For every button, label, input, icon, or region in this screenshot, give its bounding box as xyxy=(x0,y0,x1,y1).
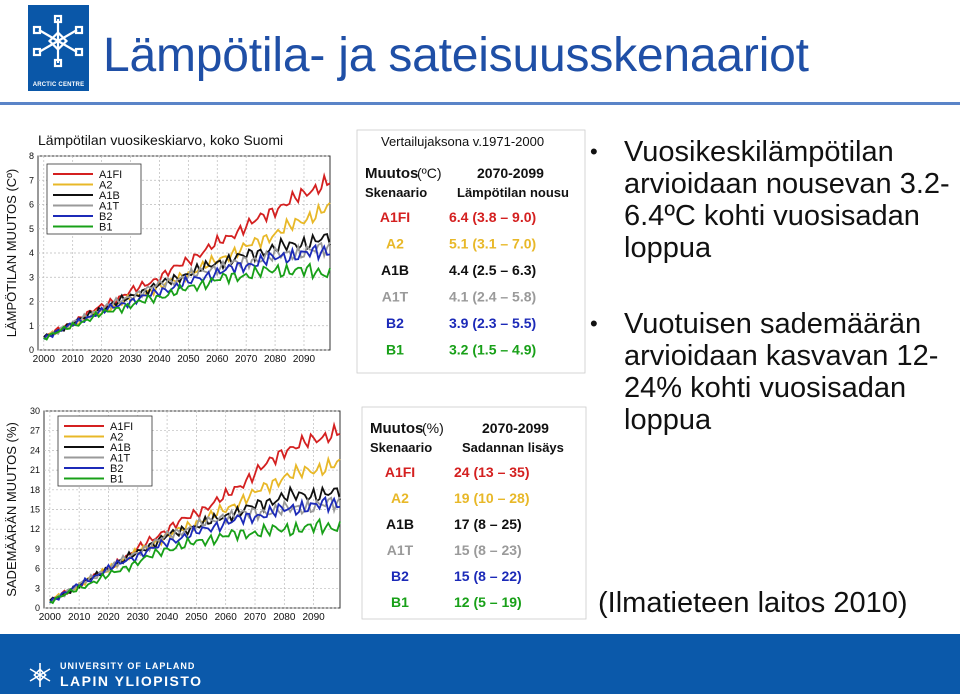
bullet-item xyxy=(586,308,958,436)
legend-label: A2 xyxy=(110,431,124,444)
y-tick-label: 30 xyxy=(29,406,40,416)
y-tick-label: 18 xyxy=(29,484,40,495)
table-value-cell: 17 (8 – 25) xyxy=(454,516,522,532)
bullet-text: Vuotuisen sademäärän arvioidaan kasvavan 12-24% kohti vuosisadan loppua xyxy=(624,308,939,436)
table-value-cell: 24 (13 – 35) xyxy=(454,464,530,480)
y-tick-label: 3 xyxy=(34,583,40,594)
y-tick-label: 2 xyxy=(28,296,34,307)
table-scenario-cell: A1FI xyxy=(384,464,416,480)
table-value-cell: 4.4 (2.5 – 6.3) xyxy=(449,262,537,278)
bullet-dot-icon: • xyxy=(590,311,598,336)
table-value-cell: 4.1 (2.4 – 5.8) xyxy=(449,288,537,305)
y-tick-label: 24 xyxy=(29,445,40,456)
table-period: 2070-2099 xyxy=(477,165,544,181)
x-tick-label: 2060 xyxy=(214,612,237,623)
y-tick-label: 21 xyxy=(29,465,40,476)
legend-label: B1 xyxy=(110,473,124,486)
table-col-header: Skenaario xyxy=(370,440,433,455)
table-value-cell: 3.2 (1.5 – 4.9) xyxy=(449,341,537,358)
legend-label: A1B xyxy=(99,190,120,202)
table-scenario-cell: A1T xyxy=(386,542,414,558)
x-tick-label: 2050 xyxy=(177,354,200,365)
y-tick-label: 12 xyxy=(29,524,40,535)
table-scenario-cell: B1 xyxy=(386,341,404,358)
legend-label: B2 xyxy=(110,463,124,475)
table-scenario-cell: B1 xyxy=(391,594,409,610)
y-tick-label: 3 xyxy=(28,272,34,283)
y-tick-label: 0 xyxy=(34,603,40,613)
legend-label: B1 xyxy=(99,221,113,234)
y-tick-label: 8 xyxy=(28,151,34,161)
table-scenario-cell: B2 xyxy=(386,315,404,331)
table-scenario-cell: A1T xyxy=(381,288,409,305)
y-tick-label: 9 xyxy=(34,543,40,554)
table-value-cell: 19 (10 – 28) xyxy=(454,490,530,506)
x-tick-label: 2050 xyxy=(185,612,208,623)
precipitation-chart xyxy=(0,403,592,629)
table-scenario-cell: A1FI xyxy=(379,209,411,225)
title-divider xyxy=(0,102,960,105)
legend-label: A1FI xyxy=(110,421,134,433)
x-tick-label: 2080 xyxy=(263,354,287,365)
table-value-cell: 3.9 (2.3 – 5.5) xyxy=(449,315,537,331)
x-tick-label: 2060 xyxy=(206,354,229,365)
table-value-cell: 12 (5 – 19) xyxy=(454,594,522,610)
x-tick-label: 2090 xyxy=(292,354,316,365)
bullet-text: Vuosikeskilämpötilan arvioidaan nousevan 3.2-6.4ºC kohti vuosisadan loppua xyxy=(624,136,950,264)
table-period: 2070-2099 xyxy=(482,420,549,436)
y-tick-label: 15 xyxy=(29,504,40,515)
x-tick-label: 2010 xyxy=(61,354,84,365)
table-col-header: Lämpötilan nousu xyxy=(457,185,569,200)
table-value-cell: 5.1 (3.1 – 7.0) xyxy=(449,235,537,252)
table-scenario-cell: A1B xyxy=(385,516,415,532)
chart-title: Lämpötilan vuosikeskiarvo, koko Suomi xyxy=(38,132,284,148)
x-tick-label: 2020 xyxy=(97,612,120,623)
x-tick-label: 2020 xyxy=(90,354,113,365)
table-col-header: Sadannan lisäys xyxy=(462,440,564,455)
x-tick-label: 2030 xyxy=(126,612,149,623)
legend-label: A1T xyxy=(99,200,120,213)
table-scenario-cell: A2 xyxy=(391,490,409,506)
bullet-item xyxy=(586,136,958,264)
y-tick-label: 6 xyxy=(28,199,34,210)
legend-label: B2 xyxy=(99,211,113,223)
x-tick-label: 2090 xyxy=(302,612,325,623)
bullet-list xyxy=(586,136,958,480)
x-tick-label: 2070 xyxy=(243,612,267,623)
y-tick-label: 0 xyxy=(28,345,34,355)
university-logo-icon xyxy=(27,661,53,689)
table-heading-unit: (%) xyxy=(422,420,444,436)
legend-label: A1FI xyxy=(99,169,123,181)
x-tick-label: 2030 xyxy=(119,354,142,365)
scenario-table-box xyxy=(362,407,586,619)
x-tick-label: 2080 xyxy=(273,612,296,623)
y-tick-label: 4 xyxy=(28,248,34,258)
table-value-cell: 6.4 (3.8 – 9.0) xyxy=(449,209,537,225)
x-tick-label: 2040 xyxy=(155,612,179,623)
y-tick-label: 6 xyxy=(34,563,40,574)
table-heading-unit: (ºC) xyxy=(417,165,442,181)
snowflake-icon xyxy=(28,5,89,75)
y-tick-label: 27 xyxy=(29,425,40,436)
y-axis-label: SADEMÄÄRÄN MUUTOS (%) xyxy=(4,422,19,597)
x-tick-label: 2010 xyxy=(68,612,91,623)
arctic-centre-logo xyxy=(28,5,89,91)
x-tick-label: 2000 xyxy=(32,354,55,365)
table-subtitle: Vertailujaksona v.1971-2000 xyxy=(381,134,545,149)
y-tick-label: 7 xyxy=(28,175,34,186)
logo-caption: ARCTIC CENTRE xyxy=(32,82,85,88)
legend-label: A1B xyxy=(110,442,131,454)
university-name-fi: LAPIN YLIOPISTO xyxy=(60,673,203,689)
table-heading: Muutos xyxy=(370,420,424,437)
legend-label: A1T xyxy=(110,452,131,465)
x-tick-label: 2040 xyxy=(148,354,171,365)
y-tick-label: 5 xyxy=(28,223,34,234)
y-tick-label: 1 xyxy=(28,320,34,331)
table-value-cell: 15 (8 – 22) xyxy=(454,568,522,584)
table-scenario-cell: B2 xyxy=(391,568,409,584)
table-heading: Muutos xyxy=(365,165,419,182)
legend-label: A2 xyxy=(99,179,113,192)
temperature-chart xyxy=(0,128,592,380)
x-tick-label: 2000 xyxy=(38,612,61,623)
page-title: Lämpötila- ja sateisuusskenaariot xyxy=(103,29,809,82)
source-citation: (Ilmatieteen laitos 2010) xyxy=(598,587,908,619)
university-name-en: UNIVERSITY OF LAPLAND xyxy=(60,661,196,671)
y-axis-label: LÄMPÖTILAN MUUTOS (Cº) xyxy=(4,168,19,338)
table-scenario-cell: A2 xyxy=(386,235,404,252)
x-tick-label: 2070 xyxy=(235,354,258,365)
table-value-cell: 15 (8 – 23) xyxy=(454,542,522,558)
table-scenario-cell: A1B xyxy=(380,262,410,278)
table-col-header: Skenaario xyxy=(365,185,428,200)
bullet-dot-icon: • xyxy=(590,139,598,164)
